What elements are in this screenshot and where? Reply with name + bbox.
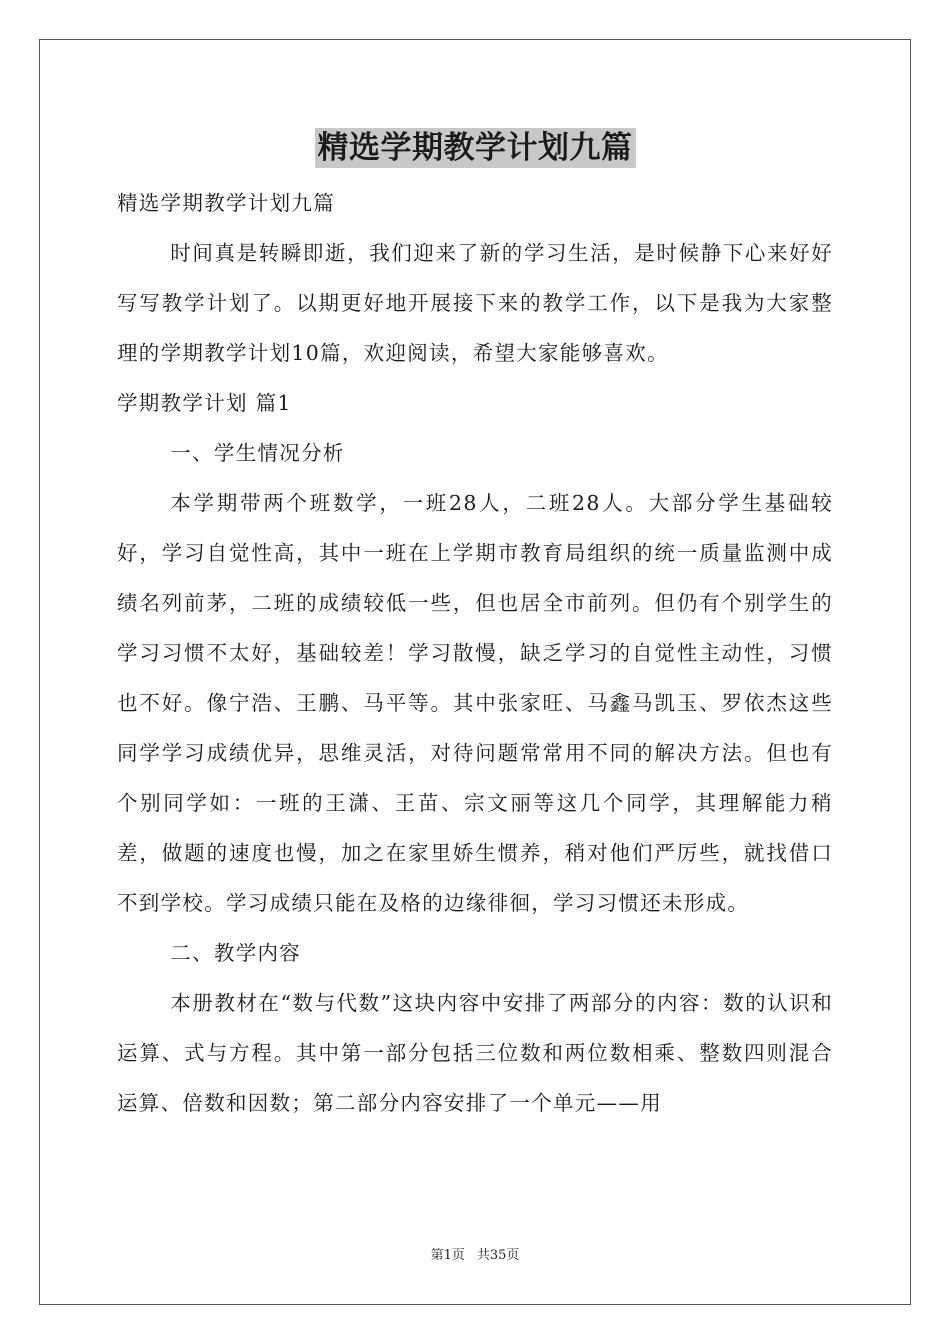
document-title-text: 精选学期教学计划九篇 [315,128,636,168]
body-subtitle: 精选学期教学计划九篇 [117,191,335,215]
document-title [0,128,950,168]
subheading-teaching-content: 二、教学内容 [170,941,302,965]
page-number: 第1页 [430,1248,465,1263]
page-footer [0,1247,950,1265]
student-analysis-paragraph: 本学期带两个班数学，一班28人，二班28人。大部分学生基础较好，学习自觉性高，其中一班在上学期市教育局组织的统一质量监测中成绩名列前茅，二班的成绩较低一些，但也居全市前列。但仍有个别学生的学习习惯不太好，基础较差！学习散慢，缺乏学习的自觉性主动性，习惯也不好。像宁浩、王鹏、马平等。其中张家旺、马鑫马凯玉、罗依杰这些同学学习成绩优异，思维灵活，对待问题常常用不同的解决方法。但也有个别同学如：一班的王潇、王苗、宗文丽等这几个同学，其理解能力稍差，做题的速度也慢，加之在家里娇生惯养，稍对他们严厉些，就找借口不到学校。学习成绩只能在及格的边缘徘徊，学习习惯还未形成。 [117,491,833,915]
section-heading-plan-1: 学期教学计划 篇1 [117,391,292,415]
subheading-student-analysis: 一、学生情况分析 [170,441,345,465]
teaching-content-paragraph: 本册教材在“数与代数”这块内容中安排了两部分的内容：数的认识和运算、式与方程。其中第一部分包括三位数和两位数相乘、整数四则混合运算、倍数和因数；第二部分内容安排了一个单元——用 [117,991,833,1115]
intro-paragraph: 时间真是转瞬即逝，我们迎来了新的学习生活，是时候静下心来好好写写教学计划了。以期更好地开展接下来的教学工作，以下是我为大家整理的学期教学计划10篇，欢迎阅读，希望大家能够喜欢。 [117,241,833,365]
document-body [117,178,833,1128]
page-total: 共35页 [476,1248,520,1263]
